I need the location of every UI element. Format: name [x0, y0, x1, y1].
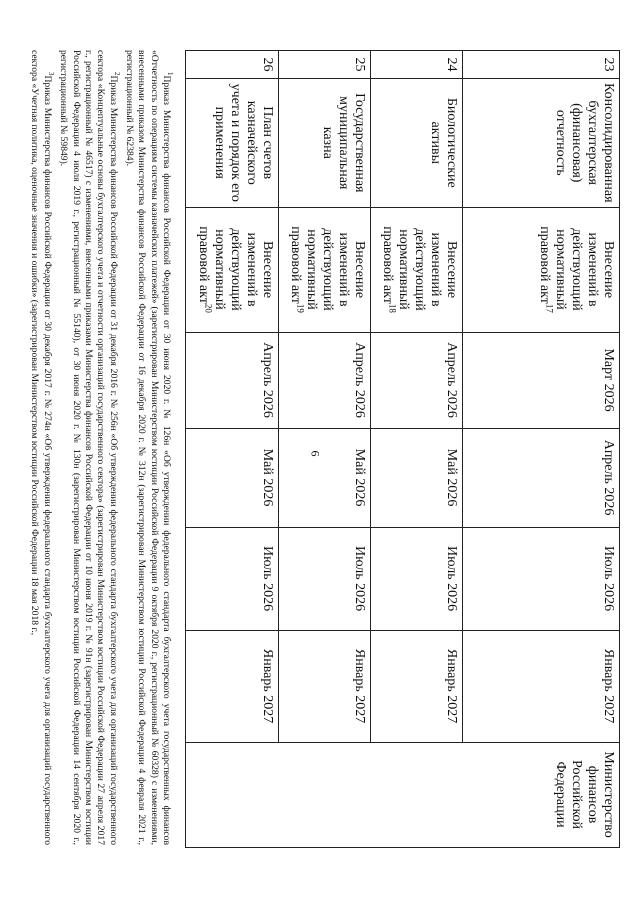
date-cell: Июль 2026: [371, 527, 463, 630]
action-cell: [463, 207, 620, 332]
row-number: 23: [463, 51, 620, 79]
table-row: [463, 51, 620, 848]
footnotes: [28, 50, 176, 845]
date-cell: Апрель 2026: [186, 332, 279, 428]
footnote-ref: 20: [203, 303, 214, 313]
date-cell: Январь 2027: [463, 630, 620, 742]
footnote-text: Приказ Министерства финансов Российской Федерации от 30 июня 2020 г. № 126н «Об утверждении федерального стандарта бухгалтерского учета государственных финансов «Отчетность по операциям системы казначейских платежей» (зарегистрирован Министерством юстиции Российской Федерации 9 октября 2020 г., регистрационный № 60328) с изменениями, внесенными приказом Министерства финансов Российской Федерации от 16 декабря 2020 г. № 312н (зарегистрирован Министерством юстиции Российской Федерации 4 февраля 2021 г., регистрационный № 62384).: [123, 50, 172, 845]
standard-name: План счетов казначейского учета и порядок его применения: [186, 79, 279, 208]
table-row: [279, 51, 371, 848]
action-cell: [186, 207, 279, 332]
action-cell: [371, 207, 463, 332]
footnote-ref: 17: [544, 303, 555, 313]
footnote-text: Приказ Министерства финансов Российской Федерации от 31 декабря 2016 г. № 256н «Об утверждении федерального стандарта бухгалтерского учета для организаций государственного сектора «Концептуальные основы бухгалтерского учета и отчетности организаций государственного сектора» (зарегистрирован Министерством юстиции Российской Федерации 27 апреля 2017 г., регистрационный № 46517) с изменениями, внесенными приказами Министерства финансов Российской Федерации от 10 июня 2019 г. № 91н (зарегистрирован Министерством юстиции Российской Федерации 4 июля 2019 г., регистрационный № 55140), от 30 июня 2020 г. № 130н (зарегистрирован Министерством юстиции Российской Федерации 14 сентября 2020 г., регистрационный № 59849).: [58, 50, 119, 845]
date-cell: Июль 2026: [463, 527, 620, 630]
footnote: [123, 50, 176, 845]
row-number: 26: [186, 51, 279, 79]
date-cell: Апрель 2026: [279, 332, 371, 428]
date-cell: Апрель 2026: [463, 428, 620, 527]
footnote: [57, 50, 123, 845]
footnote-mark: 2: [112, 72, 121, 76]
standard-name: Биологические активы: [371, 79, 463, 208]
date-cell: Июль 2026: [186, 527, 279, 630]
date-cell: Январь 2027: [186, 630, 279, 742]
plan-table-wrapper: [185, 50, 620, 848]
date-cell: Май 2026: [279, 428, 371, 527]
responsible-org: Министерство финансов Российской Федерации: [186, 742, 620, 847]
table-row: [186, 51, 279, 848]
date-cell: Январь 2027: [279, 630, 371, 742]
action-text: Внесение изменений в действующий нормативный правовой акт: [196, 226, 275, 311]
footnote-mark: 1: [166, 72, 174, 76]
date-cell: Апрель 2026: [371, 332, 463, 428]
footnote-ref: 18: [387, 303, 398, 313]
action-text: Внесение изменений в действующий нормативный правовой акт: [288, 226, 367, 311]
footnote: [28, 50, 57, 845]
footnote-mark: 3: [46, 72, 55, 76]
row-number: 24: [371, 51, 463, 79]
footnote-text: Приказ Министерства финансов Российской Федерации от 30 декабря 2017 г. № 274н «Об утверждении федерального стандарта бухгалтерского учета для организаций государственного сектора «Учетная политика, оценочные значения и ошибки» (зарегистрирован Министерством юстиции Российской Федерации 18 мая 2018 г.,: [29, 50, 53, 845]
page-number: 6: [308, 450, 323, 457]
date-cell: Май 2026: [186, 428, 279, 527]
footnote-ref: 19: [295, 303, 306, 313]
action-cell: [279, 207, 371, 332]
action-text: Внесение изменений в действующий нормативный правовой акт: [537, 226, 616, 311]
date-cell: Март 2026: [463, 332, 620, 428]
standard-name: Государственная муниципальная казна: [279, 79, 371, 208]
date-cell: Май 2026: [371, 428, 463, 527]
standard-name: Консолидированная бухгалтерская (финансовая) отчетность: [463, 79, 620, 208]
row-number: 25: [279, 51, 371, 79]
table-row: [371, 51, 463, 848]
action-text: Внесение изменений в действующий нормативный правовой акт: [380, 226, 459, 311]
date-cell: Июль 2026: [279, 527, 371, 630]
date-cell: Январь 2027: [371, 630, 463, 742]
plan-table: [185, 50, 620, 848]
